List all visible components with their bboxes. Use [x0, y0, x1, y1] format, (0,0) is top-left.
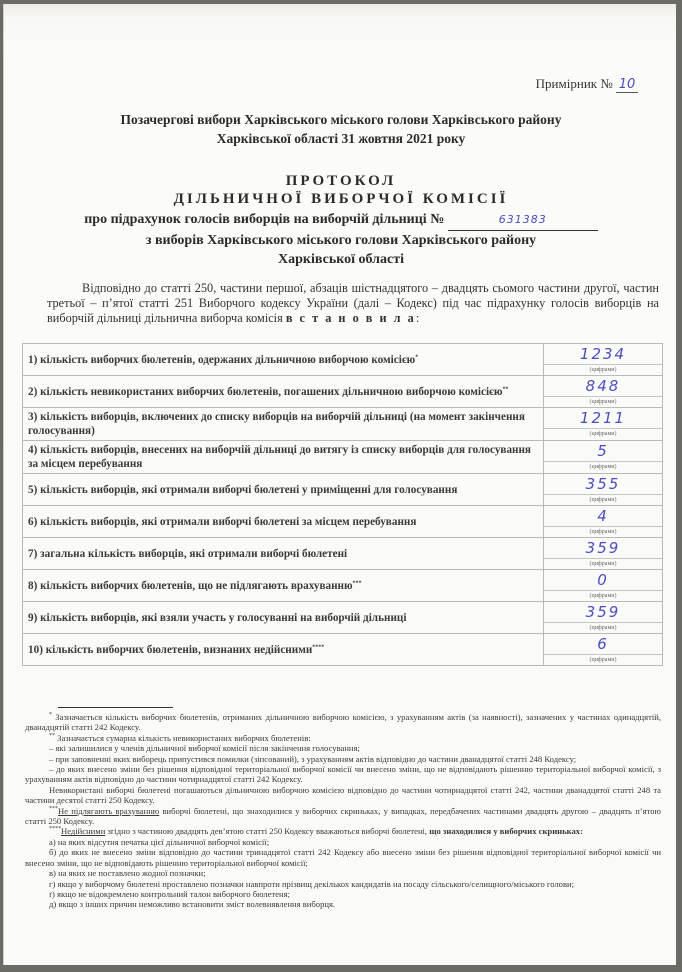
result-label-text: 2) кількість невикористаних виборчих бюлетенів, погашених дільничною виборчою комісією	[28, 385, 503, 398]
result-label	[23, 570, 544, 602]
footnotes	[25, 712, 661, 910]
result-value-cell	[544, 506, 663, 538]
result-label-text: 5) кількість виборців, які отримали виборчі бюлетені у приміщенні для голосування	[28, 483, 458, 496]
invalid-ballot-item: а) на яких відсутня печатка цієї дільничної виборчої комісії;	[49, 836, 270, 847]
digits-caption: (цифрами)	[589, 561, 617, 567]
commission-title: ДІЛЬНИЧНОЇ ВИБОРЧОЇ КОМІСІЇ	[173, 191, 509, 207]
invalid-ballot-item: б) до яких не внесено зміни відповідно до частини тринадцятої статті 242 Кодексу або внесено зміни без рішення відповідної територіальної виборчої комісії чи внесено зміни, що не відповідають рішенню територіальної виборчої комісії;	[25, 847, 661, 868]
result-label-text: 6) кількість виборців, які отримали виборчі бюлетені за місцем перебування	[28, 515, 417, 528]
digits-caption: (цифрами)	[589, 529, 617, 535]
footnote-2	[25, 733, 661, 743]
result-row	[23, 474, 663, 506]
result-row	[23, 570, 663, 602]
result-value-cell	[544, 441, 663, 474]
result-value: 0	[544, 570, 662, 591]
footnote-3	[25, 806, 661, 827]
result-label	[23, 441, 544, 474]
footnote-divider	[58, 707, 173, 708]
result-value: 355	[544, 474, 662, 495]
invalid-ballot-item: ґ) якщо не відокремлено контрольний талон виборчого бюлетеня;	[49, 888, 290, 899]
result-row	[23, 408, 663, 441]
footnote-text: згідно з частиною двадцять дев’ятою статті 250 Кодексу вважаються виборчі бюлетені,	[105, 826, 430, 837]
digits-caption: (цифрами)	[589, 431, 617, 437]
digits-caption: (цифрами)	[589, 464, 617, 470]
precinct-number: 631383	[448, 210, 598, 231]
result-label-text: 3) кількість виборців, включених до списку виборців на виборчій дільниці (на момент закінчення голосування)	[28, 411, 525, 437]
digits-caption: (цифрами)	[589, 399, 617, 405]
copy-number	[536, 76, 638, 93]
result-row	[23, 602, 663, 634]
result-row	[23, 344, 663, 376]
result-value: 1234	[544, 344, 662, 365]
footnote-2a: – які залишилися у членів дільничної виборчої комісії після закінчення голосування;	[49, 743, 360, 754]
intro-text: Відповідно до статті 250, частини першої, абзаців шістнадцятого – двадцять сьомого частини другої, частин третьої – п’ятої статті 251 Виборчого кодексу України (далі – Кодекс) під час підрахунку голосів виборців на виборчій дільниці дільнична виборча комісія	[47, 281, 659, 325]
footnote-2d: Невикористані виборчі бюлетені погашаються дільничною виборчою комісією відповідно до частини чотирнадцятої статті 242, частини дванадцятої статті 248 та частини десятої статті 250 Кодексу.	[25, 784, 661, 806]
result-value: 5	[544, 441, 662, 462]
result-label-text: 9) кількість виборців, які взяли участь у голосуванні на виборчій дільниці	[28, 611, 407, 624]
result-value-cell	[544, 376, 663, 408]
footnote-mark: ****	[312, 643, 325, 650]
footnote-mark: ****	[49, 826, 61, 833]
subject-line	[0, 210, 682, 231]
result-value-cell	[544, 570, 663, 602]
subject-text: про підрахунок голосів виборців на виборчій дільниці №	[84, 212, 445, 227]
result-value-cell	[544, 408, 663, 441]
copy-number-value: 10	[616, 77, 638, 93]
invalid-ballot-item: в) на яких не поставлено жодної позначки;	[49, 868, 206, 879]
result-label-text: 7) загальна кількість виборців, які отримали виборчі бюлетені	[28, 547, 348, 560]
result-value-cell	[544, 474, 663, 506]
result-label	[23, 408, 544, 441]
result-value: 6	[544, 634, 662, 655]
result-value: 4	[544, 506, 662, 527]
subtitle-line4: Харківської області	[278, 252, 404, 267]
footnote-text: Зазначається кількість виборчих бюлетенів, отриманих дільничною виборчою комісією, з урахуванням актів (за наявності), зазначених у частинах одинадцятій, дванадцятій статті 242 Кодексу.	[25, 712, 661, 733]
result-label	[23, 634, 544, 666]
election-title-line2: Харківської області 31 жовтня 2021 року	[216, 131, 466, 146]
footnote-bold: що знаходилися у виборчих скриньках:	[429, 826, 583, 837]
footnote-mark: *	[415, 353, 419, 360]
result-label	[23, 538, 544, 570]
result-label-text: 1) кількість виборчих бюлетенів, одержаних дільничною виборчою комісією	[28, 353, 416, 366]
result-label	[23, 376, 544, 408]
protocol-word: ПРОТОКОЛ	[285, 173, 397, 189]
result-row	[23, 376, 663, 408]
result-value-cell	[544, 634, 663, 666]
result-label	[23, 602, 544, 634]
election-title	[0, 110, 682, 148]
result-row	[23, 506, 663, 538]
footnote-mark: ***	[49, 805, 58, 812]
invalid-ballot-item: д) якщо з інших причин неможливо встановити зміст волевиявлення виборця.	[49, 899, 336, 910]
digits-caption: (цифрами)	[589, 625, 617, 631]
result-label	[23, 474, 544, 506]
result-label-text: 8) кількість виборчих бюлетенів, що не підлягають врахуванню	[28, 579, 353, 592]
protocol-heading	[0, 172, 682, 208]
footnote-text: виборчі бюлетені, що знаходилися у виборчих скриньках, у випадках, передбачених частинами двадцять другою – двадцять п’ятою статті 250 Кодексу.	[25, 805, 661, 827]
footnote-mark: ***	[352, 579, 362, 586]
result-row	[23, 538, 663, 570]
digits-caption: (цифрами)	[589, 367, 617, 373]
result-row	[23, 634, 663, 666]
result-value-cell	[544, 538, 663, 570]
result-value: 1211	[544, 408, 662, 429]
result-row	[23, 441, 663, 474]
result-label	[23, 506, 544, 538]
digits-caption: (цифрами)	[589, 593, 617, 599]
footnote-underlined: Не підлягають врахуванню	[58, 805, 160, 816]
result-value: 359	[544, 538, 662, 559]
result-value-cell	[544, 344, 663, 376]
result-value-cell	[544, 602, 663, 634]
digits-caption: (цифрами)	[589, 497, 617, 503]
result-value: 359	[544, 602, 662, 623]
result-label-text: 10) кількість виборчих бюлетенів, визнаних недійсними	[28, 643, 313, 656]
digits-caption: (цифрами)	[589, 657, 617, 663]
results-table	[22, 343, 663, 666]
result-label-text: 4) кількість виборців, внесених на виборчій дільниці до витягу із списку виборців для голосування за місцем перебування	[28, 444, 531, 470]
result-label	[23, 344, 544, 376]
intro-emphasis: в с т а н о в и л а	[285, 311, 416, 325]
intro-paragraph	[47, 281, 659, 326]
result-value: 848	[544, 376, 662, 397]
copy-label: Примірник №	[535, 76, 613, 91]
subtitle-line3: з виборів Харківського міського голови Харківського району	[145, 232, 537, 248]
intro-end: :	[415, 311, 420, 325]
footnote-underlined: Недійсними	[61, 826, 106, 837]
footnote-mark: **	[49, 732, 55, 739]
protocol-subtitle	[0, 210, 682, 270]
footnote-2b: – при заповненні яких виборець припустився помилки (зіпсований), з урахуванням актів відповідно до частини дванадцятої статті 248 Кодексу;	[49, 753, 577, 764]
footnote-1	[25, 712, 661, 733]
footnote-2c: – до яких внесено зміни без рішення відповідної територіальної виборчої комісії чи внесено зміни, що не відповідають рішенню територіальної виборчої комісії, з урахуванням актів відповідно до частини чотирнадцятої статті 242 Кодексу.	[25, 764, 661, 785]
election-title-line1: Позачергові вибори Харківського міського голови Харківського району	[120, 112, 562, 127]
invalid-ballot-item: г) якщо у виборчому бюлетені проставлено позначки навпроти прізвищ декількох кандидатів на посаду сільського/селищного/міського голови;	[49, 878, 575, 889]
footnote-text: Зазначається сумарна кількість невикористаних виборчих бюлетенів:	[57, 732, 311, 743]
footnote-mark: *	[49, 712, 52, 719]
footnote-mark: **	[502, 385, 509, 392]
footnote-4	[25, 826, 661, 836]
